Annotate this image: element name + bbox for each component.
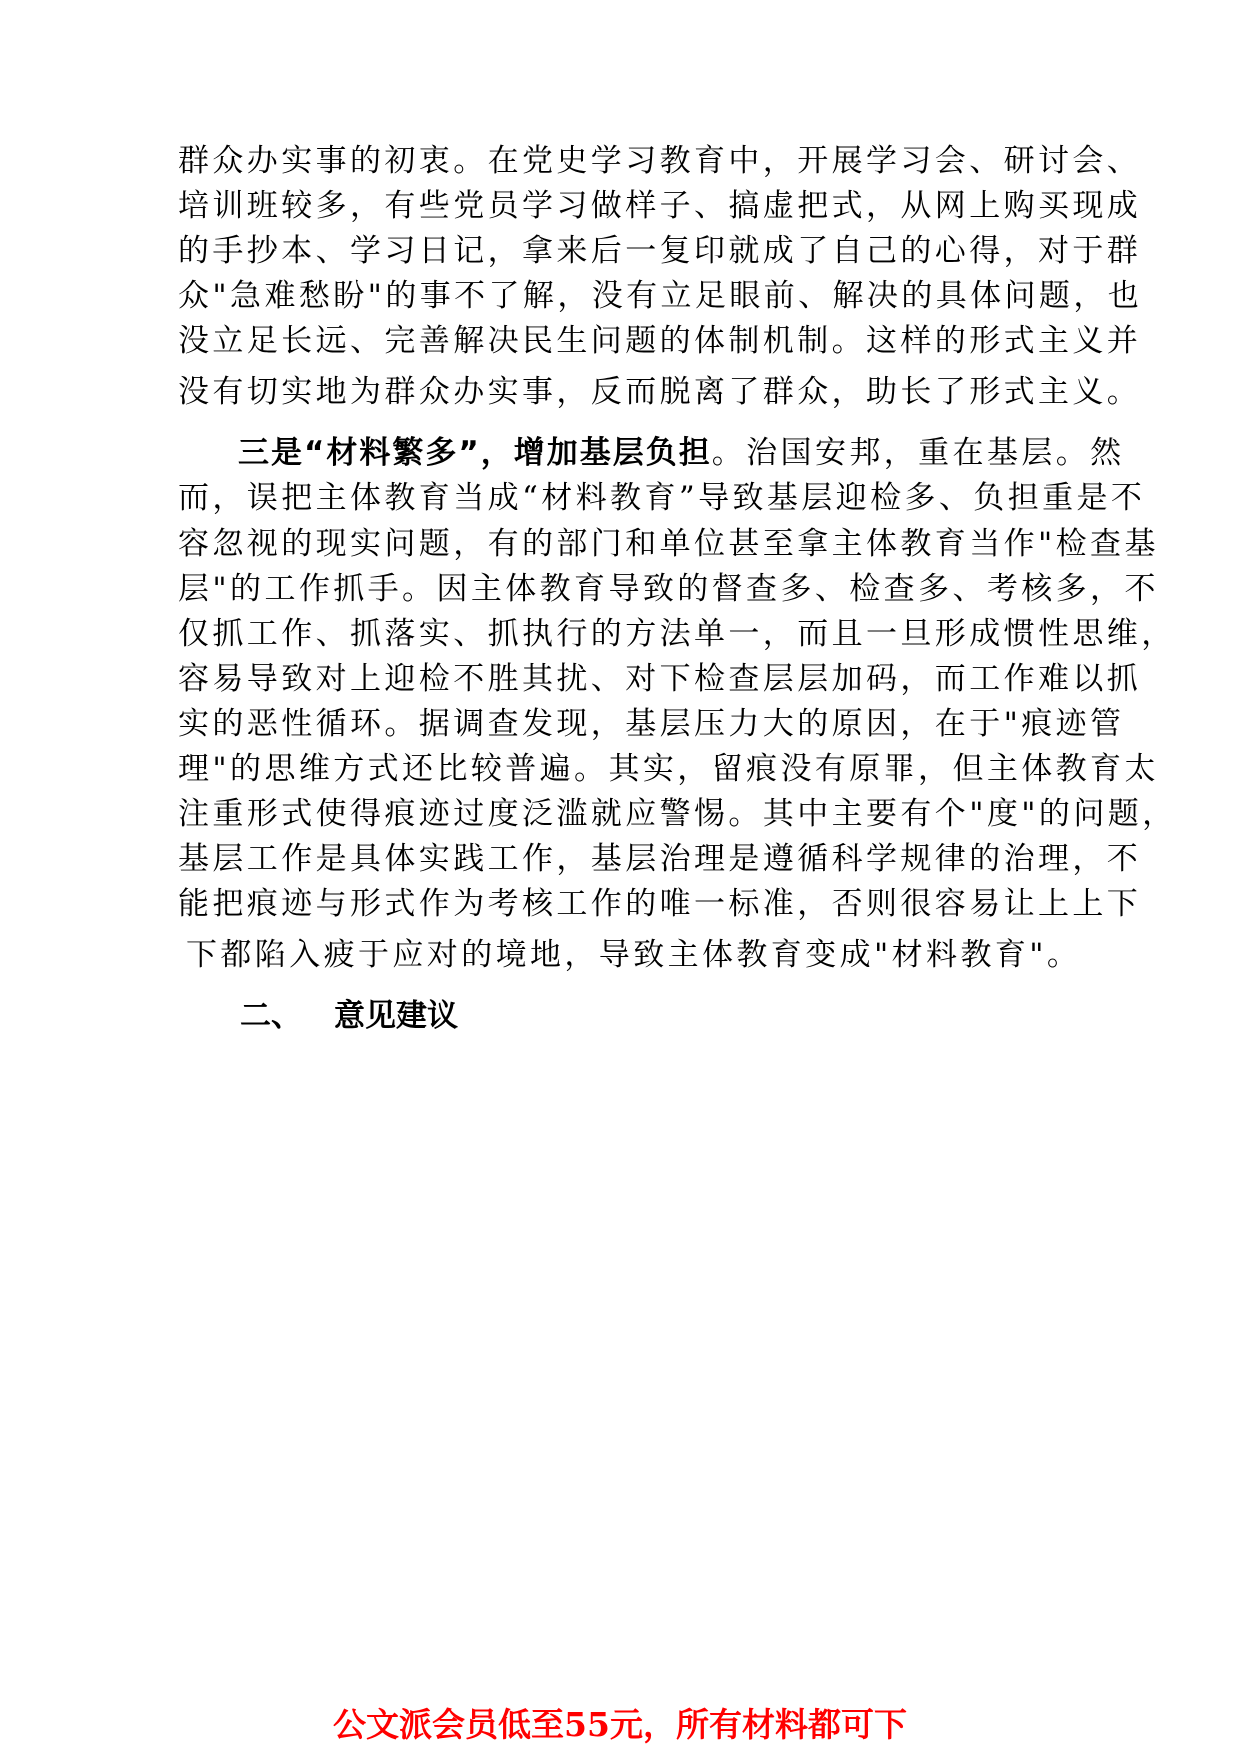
paragraph-first-line: [238, 433, 1125, 473]
paragraph-line: 群众办实事的初衷。在党史学习教育中，开展学习会、研讨会、: [178, 143, 1142, 179]
section-title: 意见建议: [334, 998, 458, 1034]
paragraph-line: 理"的思维方式还比较普遍。其实，留痕没有原罪，但主体教育太: [178, 751, 1159, 787]
paragraph-line: 能把痕迹与形式作为考核工作的唯一标准，否则很容易让上上下: [178, 886, 1142, 922]
paragraph-line: 容忽视的现实问题，有的部门和单位甚至拿主体教育当作"检查基: [178, 526, 1159, 562]
paragraph-line: 层"的工作抓手。因主体教育导致的督查多、检查多、考核多，不: [178, 571, 1159, 607]
paragraph-lead-rest: 。治国安邦，重在基层。然: [711, 435, 1125, 471]
section-number: 二、: [240, 998, 302, 1034]
paragraph-line: 的手抄本、学习日记，拿来后一复印就成了自己的心得，对于群: [178, 233, 1142, 269]
paragraph-line: 下都陷入疲于应对的境地，导致主体教育变成"材料教育"。: [186, 937, 1082, 973]
paragraph-line: 容易导致对上迎检不胜其扰、对下检查层层加码，而工作难以抓: [178, 661, 1142, 697]
paragraph-line: 而，误把主体教育当成“材料教育”导致基层迎检多、负担重是不: [178, 480, 1146, 516]
paragraph-line: 没有切实地为群众办实事，反而脱离了群众，助长了形式主义。: [178, 374, 1142, 410]
paragraph-line: 培训班较多，有些党员学习做样子、搞虚把式，从网上购买现成: [178, 188, 1142, 224]
paragraph-line: 注重形式使得痕迹过度泛滥就应警惕。其中主要有个"度"的问题，: [178, 796, 1177, 832]
paragraph-line: 基层工作是具体实践工作，基层治理是遵循科学规律的治理，不: [178, 841, 1142, 877]
paragraph-line: 实的恶性循环。据调查发现，基层压力大的原因，在于"痕迹管: [178, 706, 1125, 742]
paragraph-lead-bold: 三是“材料繁多”，增加基层负担: [238, 435, 712, 471]
paragraph-line: 仅抓工作、抓落实、抓执行的方法单一，而且一旦形成惯性思维，: [178, 616, 1176, 652]
section-heading: [240, 996, 458, 1036]
paragraph-line: 众"急难愁盼"的事不了解，没有立足眼前、解决的具体问题，也: [178, 278, 1143, 314]
paragraph-line: 没立足长远、完善解决民生问题的体制机制。这样的形式主义并: [178, 323, 1142, 359]
footer-promo-text: 公文派会员低至55元，所有材料都可下: [333, 1705, 907, 1744]
